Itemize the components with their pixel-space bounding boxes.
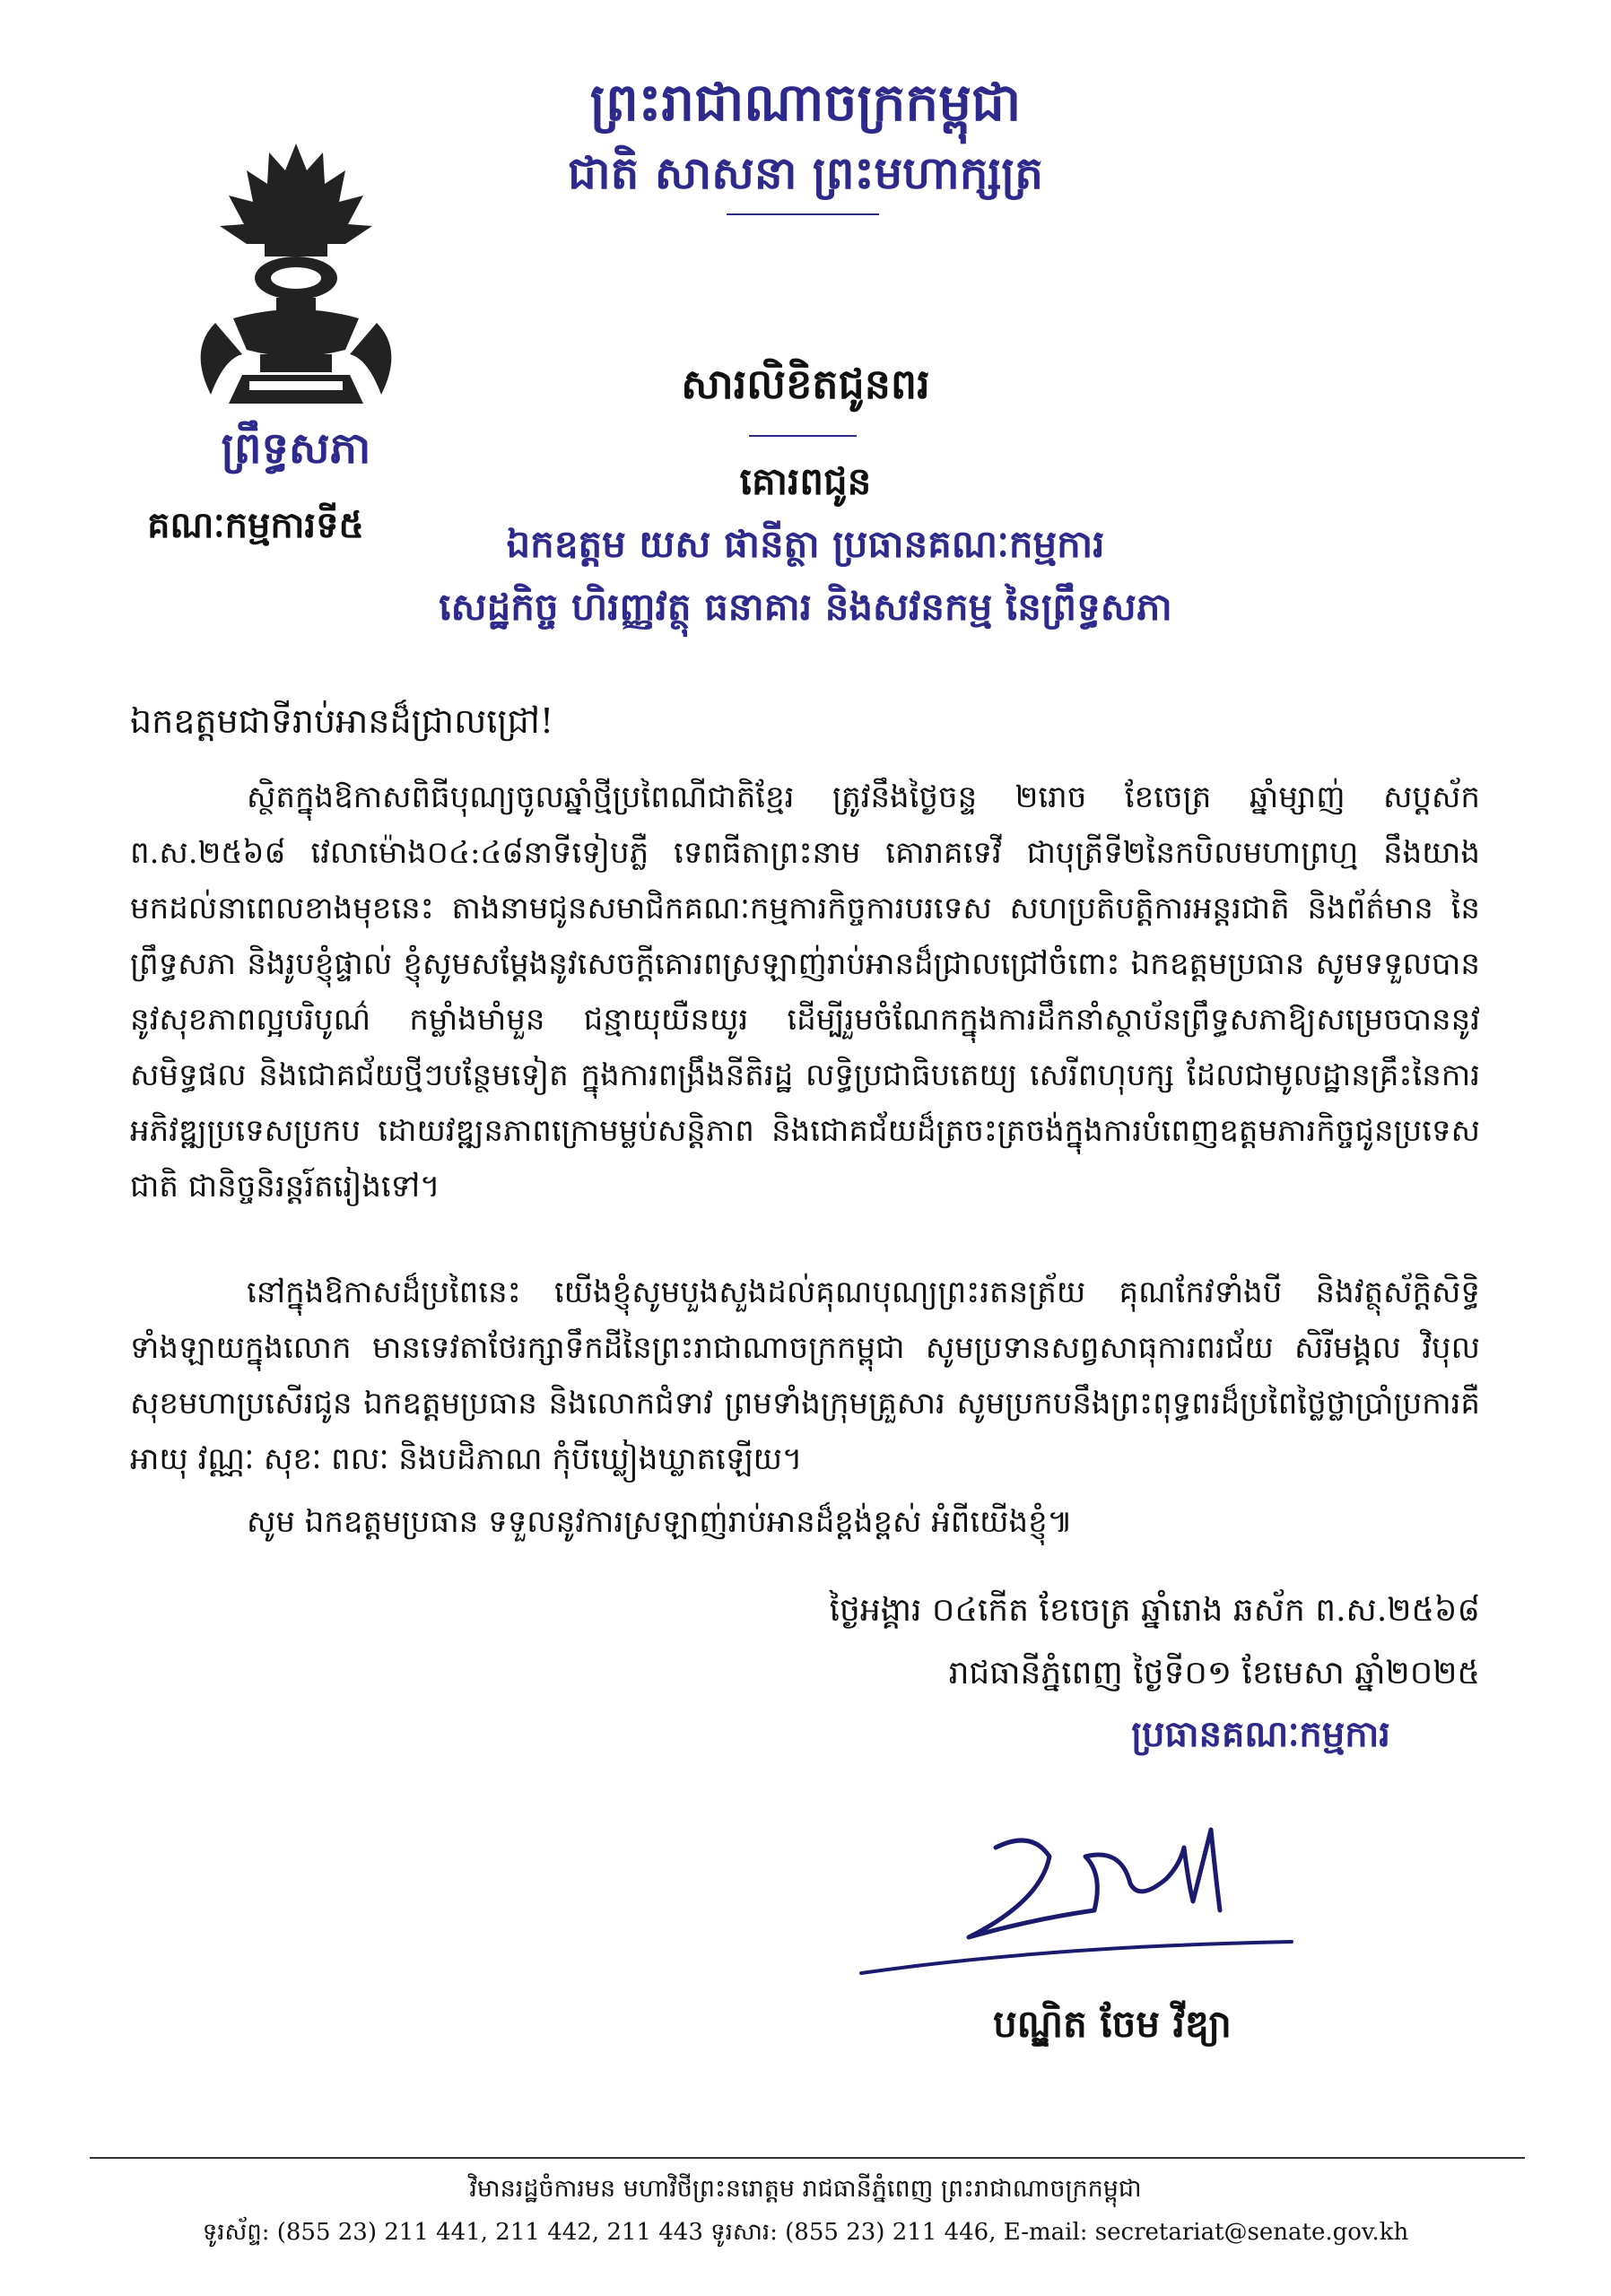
institution-name: ព្រឹទ្ធសភា	[221, 423, 371, 474]
committee-name: គណៈកម្មការទី៥	[147, 504, 364, 546]
header-divider	[727, 213, 879, 215]
footer-rule	[90, 2157, 1525, 2159]
recipient-line-1: គោរពជូន	[739, 459, 872, 503]
paragraph-1: ស្ថិតក្នុងឱកាសពិធីបុណ្យចូលឆ្នាំថ្មីប្រពៃណីជាតិខ្មែរ ត្រូវនឹងថ្ងៃចន្ទ ២រោច ខែចេត្រ ឆ្នាំម្សាញ់ សប្តស័ក ព.ស.២៥៦៨ វេលាម៉ោង០៤:៤៨នាទីទៀបភ្លឺ ទេពធីតាព្រះនាម គោរាគទេវី ជាបុត្រីទី២នៃកបិលមហាព្រហ្ម នឹងយាងមកដល់នាពេលខាងមុខនេះ តាងនាមជូនសមាជិកគណៈកម្មការកិច្ចការបរទេស សហប្រតិបត្តិការអន្តរជាតិ និងព័ត៌មាន នៃព្រឹទ្ធសភា និងរូបខ្ញុំផ្ទាល់ ខ្ញុំសូមសម្តែងនូវសេចក្តីគោរពស្រឡាញ់រាប់អានដ៏ជ្រាលជ្រៅចំពោះ ឯកឧត្តមប្រធាន សូមទទួលបាននូវសុខភាពល្អបរិបូណ៌ កម្លាំងមាំមួន ជន្មាយុយឺនយូរ ដើម្បីរួមចំណែកក្នុងការដឹកនាំស្ថាប័នព្រឹទ្ធសភាឱ្យសម្រេចបាននូវសមិទ្ធផល និងជោគជ័យថ្មីៗបន្ថែមទៀត ក្នុងការពង្រឹងនីតិរដ្ឋ លទ្ធិប្រជាធិបតេយ្យ សេរីពហុបក្ស ដែលជាមូលដ្ឋានគ្រឹះនៃការអភិវឌ្ឍប្រទេសប្រកប ដោយវឌ្ឍនភាពក្រោមម្លប់សន្តិភាព និងជោគជ័យដ៏ត្រចះត្រចង់ក្នុងការបំពេញឧត្តមភារកិច្ចជូនប្រទេសជាតិ ជានិច្ចនិរន្តរ៍តរៀងទៅ។	[130, 779, 1480, 1205]
lunar-date: ថ្ងៃអង្គារ ០៤កើត ខែចេត្រ ឆ្នាំរោង ឆស័ក ព.ស.២៥៦៨	[829, 1592, 1480, 1629]
signer-name: បណ្ឌិត ចែម វីឌ្យា	[993, 2002, 1232, 2046]
solar-date: រាជធានីភ្នំពេញ ថ្ងៃទី០១ ខែមេសា ឆ្នាំ២០២៥	[948, 1655, 1480, 1692]
motto-heading: ជាតិ សាសនា ព្រះមហាក្សត្រ	[568, 146, 1043, 199]
kingdom-heading: ព្រះរាជាណាចក្រកម្ពុជា	[589, 72, 1022, 133]
footer-contact: ទូរស័ព្ទ: (855 23) 211 441, 211 442, 211 443 ទូរសារ: (855 23) 211 446, E-mail: secretariat@senate.gov.kh	[202, 2219, 1409, 2246]
salutation: ឯកឧត្តមជាទីរាប់អានដ៏ជ្រាលជ្រៅ!	[130, 701, 554, 741]
paragraph-3: សូម ឯកឧត្តមប្រធាន ទទួលនូវការស្រឡាញ់រាប់អានដ៏ខ្ពង់ខ្ពស់ អំពីយើងខ្ញុំ៕	[247, 1504, 1073, 1540]
title-divider	[749, 435, 857, 437]
recipient-line-3: សេដ្ឋកិច្ច ហិរញ្ញវត្ថុ ធនាគារ និងសវនកម្ម នៃព្រឹទ្ធសភា	[439, 585, 1172, 629]
document-title: សារលិខិតជូនពរ	[681, 360, 930, 408]
signature-mark	[825, 1794, 1328, 1991]
paragraph-2: នៅក្នុងឱកាសដ៏ប្រពៃនេះ យើងខ្ញុំសូមបួងសួងដល់គុណបុណ្យព្រះរតនត្រ័យ គុណកែវទាំងបី និងវត្ថុស័ក្តិសិទ្ធិទាំងឡាយក្នុងលោក មានទេវតាថែរក្សាទឹកដីនៃព្រះរាជាណាចក្រកម្ពុជា សូមប្រទានសព្វសាធុការពរជ័យ សិរីមង្គល វិបុលសុខមហាប្រសើរជូន ឯកឧត្តមប្រធាន និងលោកជំទាវ ព្រមទាំងក្រុមគ្រួសារ សូមប្រកបនឹងព្រះពុទ្ធពរដ៏ប្រពៃថ្លៃថ្លាប្រាំប្រការគឺ អាយុ វណ្ណៈ សុខៈ ពលៈ និងបដិភាណ កុំបីឃ្លៀងឃ្លាតឡើយ។	[130, 1274, 1480, 1477]
recipient-line-2: ឯកឧត្តម យស ផានីត្ថា ប្រធានគណៈកម្មការ	[506, 522, 1105, 566]
footer-address: វិមានរដ្ឋចំការមន មហាវិថីព្រះនរោត្តម រាជធានីភ្នំពេញ ព្រះរាជាណាចក្រកម្ពុជា	[469, 2175, 1142, 2203]
signer-title: ប្រធានគណៈកម្មការ	[1131, 1713, 1390, 1755]
